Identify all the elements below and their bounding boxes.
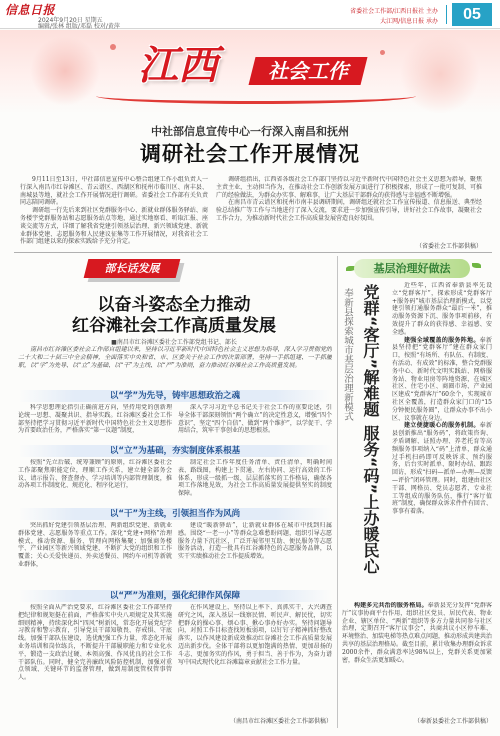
- page-separator: [446, 5, 447, 24]
- paragraph: 调研组一行先后来到社区党群服务中心、新就业群体服务驿站、商务楼宇党群服务站和志愿服务站点等地，通过实地察看、听取汇报、座谈交流等方式，详细了解我省党建引领基层治理、新兴领域党建、新就业群体党建、志愿服务和人民建议征集等工作开展情况，对我省社会工作部门组建以来的探索实践给予充分肯定。: [20, 207, 208, 246]
- banner-dot-decoration: [110, 44, 116, 50]
- section-discipline-left: [18, 604, 172, 722]
- paragraph: 9月11日至13日，中社部信息宣传中心整合组建工作小组负责人一行深入南昌市红谷滩区、青云谱区、西湖区和抚州市临川区、南丰县、南城县等地，就社会工作开展情况进行调研。省委社会工作部有关负责同志陪同调研。: [20, 176, 208, 207]
- section-banner: [0, 30, 500, 114]
- lead-source: （省委社会工作部供稿）: [415, 243, 482, 250]
- vertical-divider: [337, 256, 338, 728]
- organizer-line: 大江网/信息日报 承办: [380, 18, 438, 25]
- minister-headline-line-2: 红谷滩社会工作高质量发展: [72, 316, 276, 336]
- section-establish-right: [178, 459, 332, 506]
- governance-headline-part-1: 党群“客厅”解难题: [361, 284, 380, 418]
- paragraph: 在作风建设上，坚持以上率下、真抓实干，大兴调查研究之风，深入基层一线察民情、听民声、解民忧，切实把群众的操心事、烦心事、揪心事办好办实。坚持问题导向，对照工作目标查找短板弱项，以钉钉子精神抓好整改落实，以作风建设新成效推动红谷滩社会工作高质量发展迈出新步伐。全体干部将以更加饱满的热情、更加昂扬的斗志、更加务实的作风，勇于担当、善于作为，为奋力谱写中国式现代化红谷滩篇章贡献社会工作力量。: [178, 604, 332, 666]
- section-action-right: [178, 522, 332, 585]
- newspaper-logo: 信息日报: [5, 3, 56, 17]
- paragraph: [392, 422, 492, 516]
- governance-headline: [357, 284, 383, 602]
- minister-source: （南昌市红谷滩区委社会工作部供稿）: [229, 718, 332, 725]
- lead-body-column-1: [20, 176, 208, 249]
- paragraph-text: 奉新县坚持把“党群客厅”建在群众家门口，按照“有场所、有队伍、有制度、有活动、有成效”的标准，整合党群服务中心、新时代文明实践站、网格服务站、物业用房等阵地资源，在城区社区、住宅小区、商圈市场、产业园区建成“党群客厅”60余个，实现城市社区全覆盖，打造群众家门口的“15分钟便民服务圈”，让群众办事不出小区、议事就在身边。: [392, 336, 492, 422]
- paragraph: 制定社会工作年度任务清单、责任清单，明确时间表、路线图，构建上下贯通、左右协同、运行高效的工作体系，形成一级抓一级、层层抓落实的工作格局，确保各项工作落地见效，为社会工作高质量发展提供坚实的制度保障。: [178, 459, 332, 498]
- page-number: 05: [452, 3, 492, 26]
- paragraph: 科学思想理论指引正确前进方向，坚持用党的创新理论统一思想、凝聚共识、指导实践。红谷滩区委社会工作部坚持把学习贯彻习近平新时代中国特色社会主义思想作为首要政治任务，严格落实“第一议题”制度，: [18, 404, 172, 435]
- paragraph: 建设“暖新驿站”，让新就业群体在城市中找到归属感。围绕“一老一小”等群众急难愁盼问题，组织引导志愿服务力量下沉社区，广泛开展邻里互助、便民服务等志愿服务活动，打造一批具有红谷滩特色的志愿服务品牌，以实干实绩推动社会工作提质增效。: [178, 522, 332, 561]
- paragraph: 在南昌市青云谱区和抚州市南丰县调研期间，调研组还就社会工作宣传报道、信息报送、典型经验总结推广等工作与当地进行了深入交流，要求进一步加强宣传引导，讲好社会工作故事，凝聚社会工作合力，为推动新时代社会工作高质量发展营造良好氛围。: [216, 199, 482, 222]
- paragraph: [392, 337, 492, 423]
- horizontal-divider: [14, 252, 492, 253]
- banner-glow-decoration: [30, 36, 100, 106]
- issue-date: 2024年9月20日 星期五: [38, 17, 103, 24]
- paragraph: [392, 282, 492, 337]
- paragraph: 按照全面从严治党要求，红谷滩区委社会工作部坚持把纪律和规矩挺在前面，严格落实中央八项规定及其实施细则精神，持续深化纠“四风”树新风，常态化开展党纪学习教育和警示教育，引导党员干部知敬畏、存戒惧、守底线。加强干部队伍建设，选优配强工作力量，常态化开展业务培训和岗位练兵，不断提升干部履职能力和专业化水平，锻造一支政治过硬、本领高强、作风优良的社会工作干部队伍。同时，健全完善廉政风险防控机制，加强对重点领域、关键环节的监督管理，做到用制度管权管事管人。: [18, 604, 172, 682]
- section-discipline-right: [178, 604, 332, 714]
- subhead-action: 以“干”为主线，引领担当作为风尚: [18, 508, 332, 520]
- minister-headline-line-1: 以奋斗姿态全力推动: [97, 295, 251, 315]
- sponsor-line: 省委社会工作部/江西日报社 主办: [350, 8, 438, 15]
- paragraph: 调研组指出，江西省各级社会工作部门坚持以习近平新时代中国特色社会主义思想为指导，聚焦主责主业，主动担当作为，在推动社会工作创新发展方面进行了积极探索，形成了一批可复制、可推广的经验做法，为群众办实事、解难事，让广大基层干部群众的获得感与幸福感不断增强。: [216, 176, 482, 199]
- section-action-left: [18, 522, 172, 585]
- paragraph: 按照“先立后破、统筹兼顾”的原则，红谷滩区委社会工作部聚焦职能定位，理顺工作关系，建立健全部务会议、请示报告、督查督办、学习培训等内部管理制度，推动各项工作制度化、规范化、程序化运行，: [18, 459, 172, 490]
- paragraph-text: 近些年，江西省奉新县率先设立“党群客厅”，探索形成“党群客厅+服务码”城市基层治理新模式，以党建引领打通服务群众“最后一米”，推动服务资源下沉、服务事项前移，有效提升了群众的获得感、幸福感、安全感。: [392, 282, 492, 336]
- subhead-establish: 以“立”为基础，夯实制度体系根基: [18, 445, 332, 457]
- banner-glow-decoration: [400, 34, 480, 114]
- paragraph: 突出抓好党建引领基层治理、两新组织党建、新就业群体党建、志愿服务等重点工作。深化“党建+网格”治理模式，推动资源、服务、管理向网格集聚；加强商务楼宇、产业园区等新兴领域党建，不断扩大党的组织和工作覆盖；关心关爱快递员、外卖送餐员、网约车司机等新就业群体，: [18, 522, 172, 568]
- subhead-discipline: 以“严”为准则，强化纪律作风保障: [18, 590, 332, 602]
- governance-headline-part-2: 服务“码”上办暖民心: [361, 425, 380, 575]
- paragraph-lead: 建立便捷暖心的服务机制。: [404, 422, 480, 430]
- section-label-governance: 基层治理好做法: [354, 259, 470, 278]
- banner-title-sub: 社会工作: [268, 59, 348, 83]
- governance-kicker: 奉新县探索城市基层治理新模式: [342, 288, 353, 421]
- section-establish-left: [18, 459, 172, 506]
- masthead: [0, 0, 500, 29]
- minister-intro: [18, 346, 332, 386]
- lead-headline: 调研社会工作开展情况: [140, 142, 360, 166]
- paragraph-text: 奉新县充分发挥“党群客厅”议事协商平台作用，组织社区党员、居民代表、物业企业、辖区单位、“两新”组织等多方力量共同参与社区治理，定期召开“客厅议事会”，共商共议小区停车难、环境整治、加装电梯等热点难点问题，推动形成共建共治共享的基层治理格局。截至目前，累计收集办理群众诉求2000余件，群众满意率达98%以上，党群关系更加紧密，群众生活更加暖心。: [342, 602, 492, 664]
- lead-body-column-2: [216, 176, 482, 239]
- governance-source: （奉新县委社会工作部供稿）: [413, 718, 492, 725]
- banner-dot-decoration: [380, 50, 385, 55]
- section-study-right: [178, 404, 332, 443]
- paragraph-text: 奉新县创新推出“服务码”，将政策咨询、矛盾调解、证照办理、养老托育等高频服务事项纳入“码”上清单，群众通过手机扫码即可反映诉求、预约服务，后台实时派单、限时办结、跟踪回访，形成“扫码—派单—办理—反馈—评价”闭环管理。同时，组建由社区干部、网格员、党员志愿者、专业社工等组成的服务队伍，推行“客厅值班”制度，确保群众诉求件件有回音、事事有着落。: [392, 422, 492, 516]
- paragraph: 深入学习习近平总书记关于社会工作的重要论述，引导全体干部深刻领悟“两个确立”的决定性意义，增强“四个意识”、坚定“四个自信”、做到“两个维护”，以学促干、学用结合，筑牢干事创业的思想根基。: [178, 404, 332, 435]
- lead-kicker: 中社部信息宣传中心一行深入南昌和抚州: [151, 125, 349, 138]
- section-study-left: [18, 404, 172, 443]
- editorial-staff: 编辑/张林 组版/邓磊 校对/黄萍: [38, 23, 120, 30]
- paragraph: 南昌市红谷滩区委社会工作部自组建以来，坚持以习近平新时代中国特色社会主义思想为指导，深入学习贯彻党的二十大和二十届三中全会精神，全面落实中央和省、市、区委关于社会工作的决策部署，坚持一手抓组建、一手抓履职，以“学”为先导、以“立”为基础、以“干”为主线、以“严”为准则，奋力推动红谷滩社会工作高质量发展。: [18, 346, 332, 369]
- paragraph: [342, 602, 492, 664]
- banner-title-main: 江西: [138, 42, 218, 89]
- paragraph-lead: 构建多元共治的服务格局。: [354, 602, 428, 609]
- minister-byline: ■南昌市红谷滩区委社会工作部党组书记、部长: [111, 339, 237, 346]
- subhead-study: 以“学”为先导，铸牢思想政治之魂: [18, 390, 332, 402]
- leaf-icon: [472, 263, 481, 268]
- governance-body-bottom: [342, 602, 492, 712]
- paragraph-lead: 建强全域覆盖的服务阵地。: [404, 336, 480, 344]
- section-label-minister: 部长话发展: [104, 262, 160, 275]
- governance-body-top: [392, 282, 492, 598]
